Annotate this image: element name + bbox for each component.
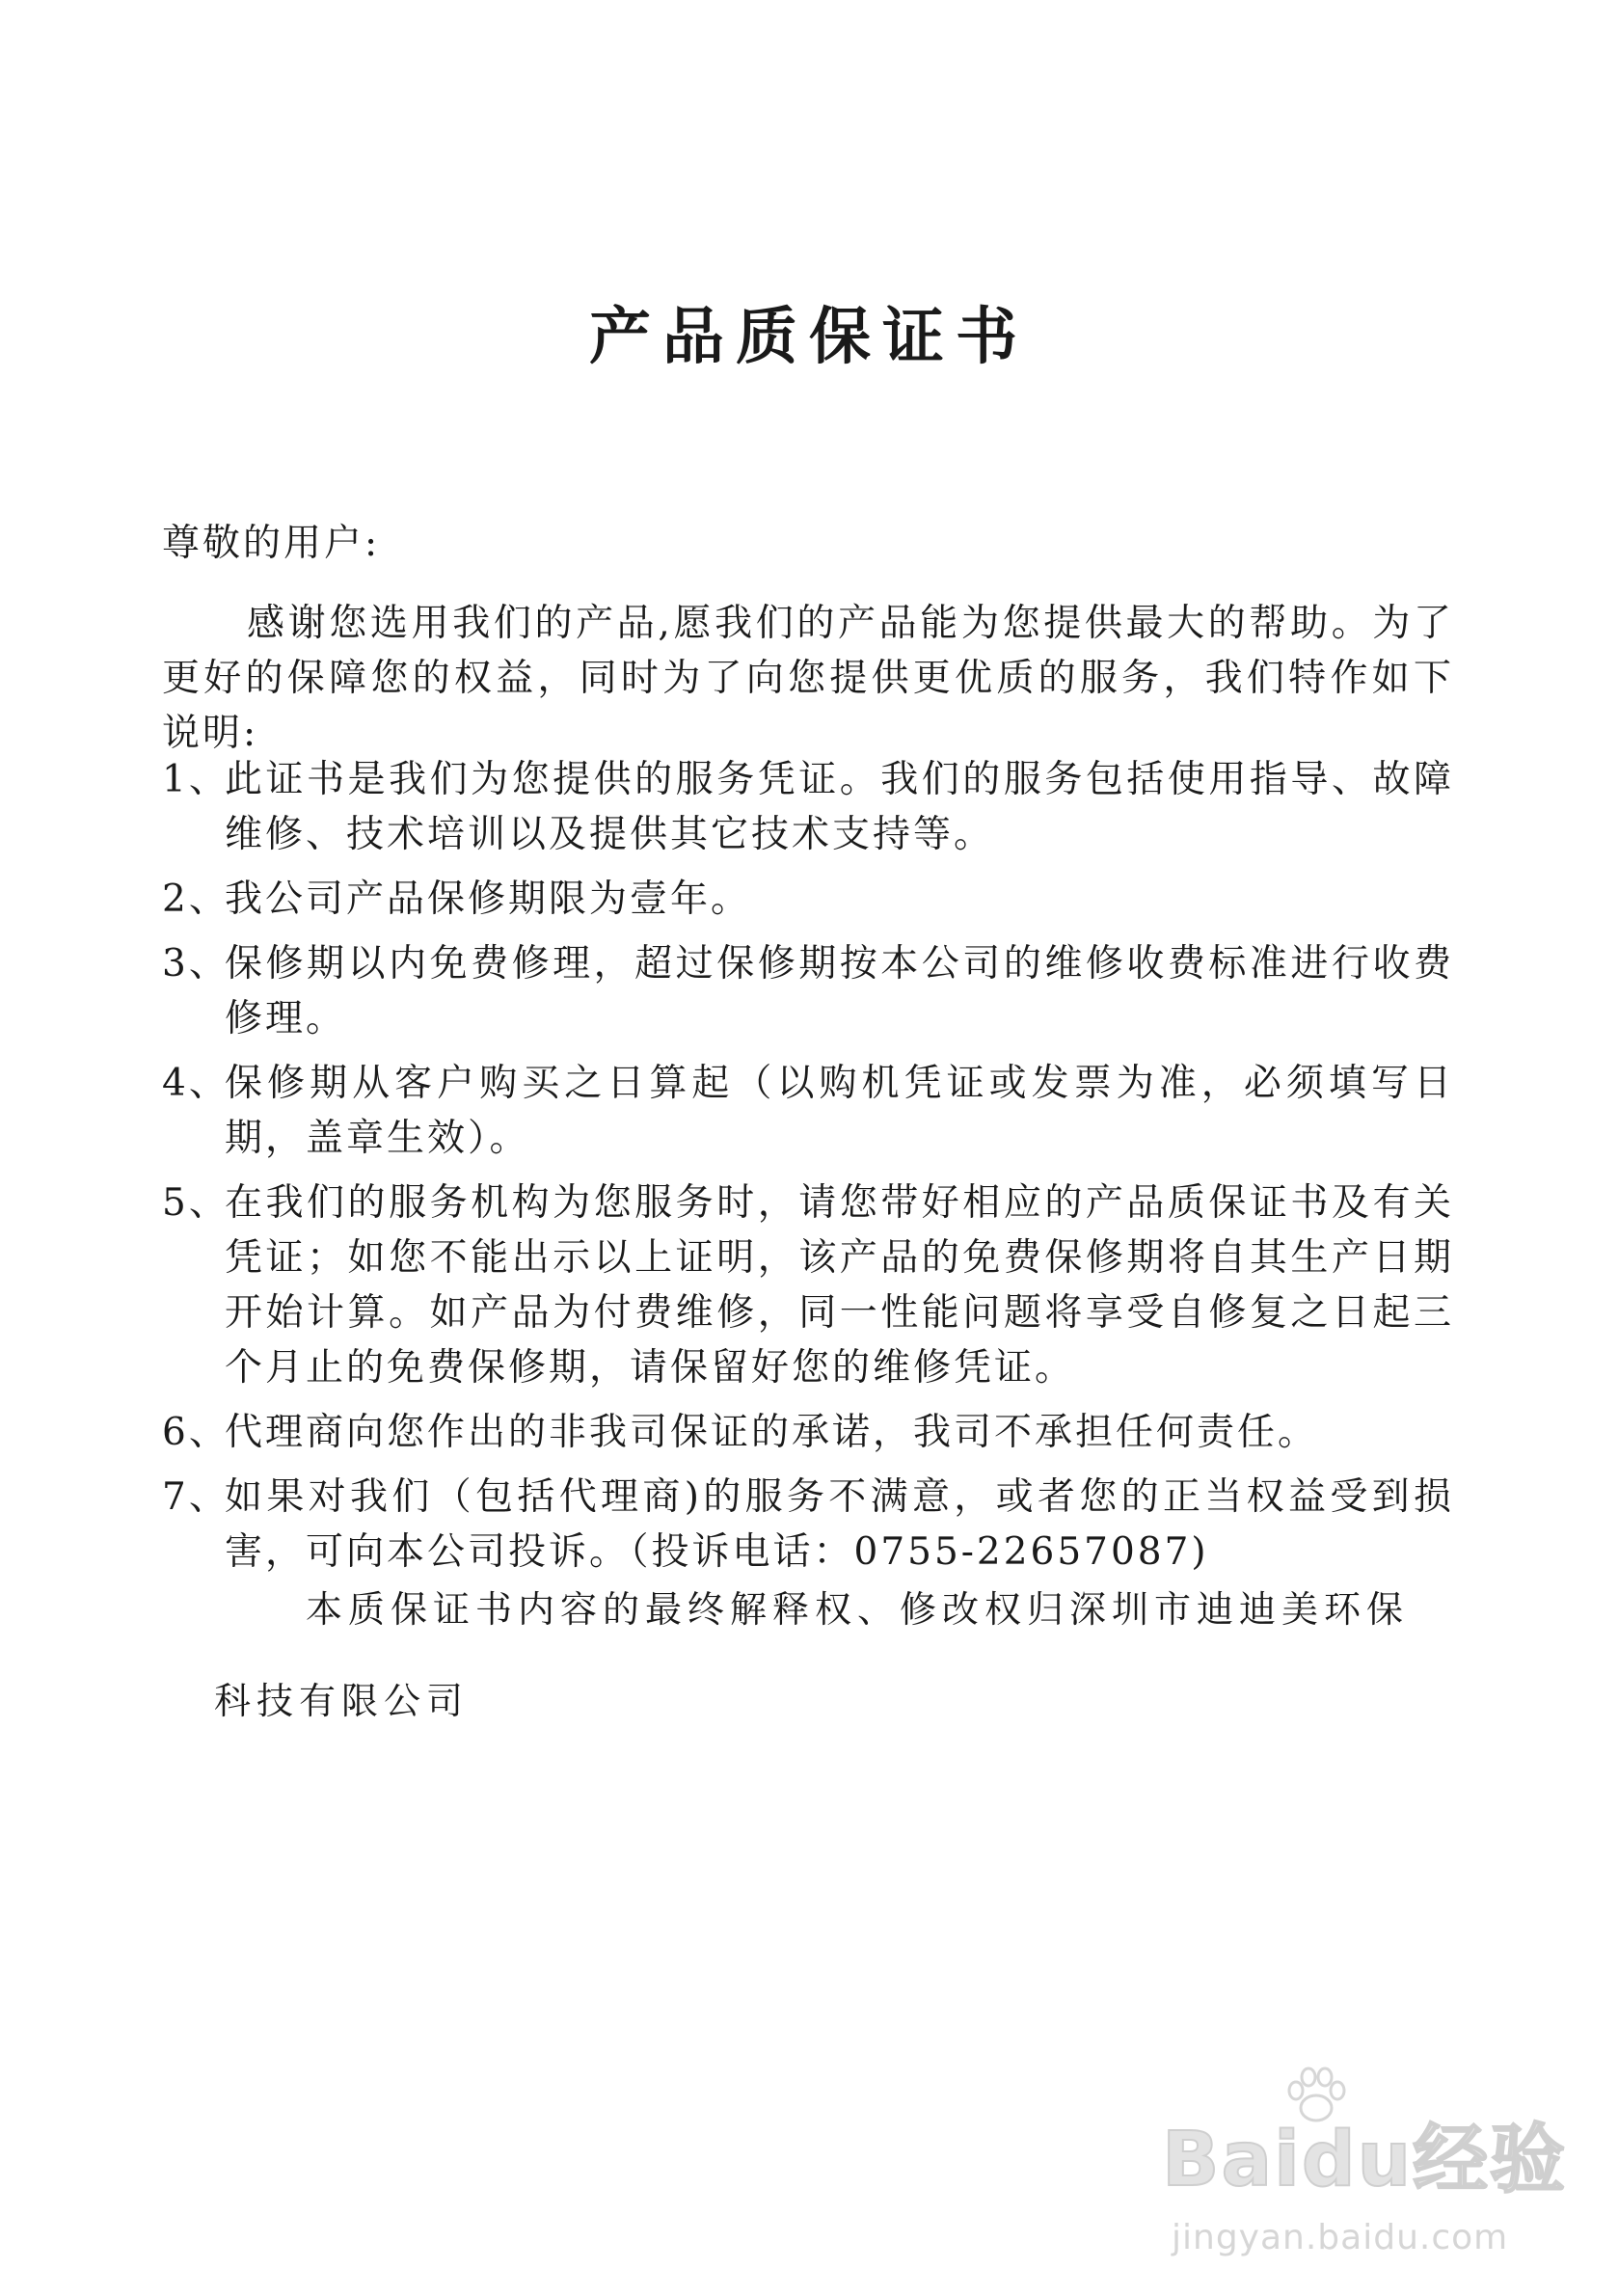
footer-line-1: 本质保证书内容的最终解释权、修改权归深圳市迪迪美环保 bbox=[306, 1588, 1410, 1631]
clause-list bbox=[162, 752, 1454, 1589]
clause-number: 2、 bbox=[162, 878, 229, 921]
clause-7 bbox=[162, 1470, 1454, 1580]
clause-text: 我公司产品保修期限为壹年。 bbox=[225, 878, 752, 921]
clause-1 bbox=[162, 752, 1454, 862]
clause-6 bbox=[162, 1405, 1454, 1460]
watermark-url: jingyan.baidu.com bbox=[1172, 2218, 1509, 2257]
clause-text: 保修期以内免费修理，超过保修期按本公司的维修收费标准进行收费修理。 bbox=[225, 942, 1454, 1040]
clause-5 bbox=[162, 1175, 1454, 1395]
watermark-logo: Baidu经验 bbox=[1162, 2117, 1568, 2203]
clause-4 bbox=[162, 1056, 1454, 1166]
clause-text: 代理商向您作出的非我司保证的承诺，我司不承担任何责任。 bbox=[225, 1411, 1319, 1454]
clause-number: 7、 bbox=[162, 1475, 229, 1519]
footer-statement bbox=[214, 1564, 1458, 1747]
salutation: 尊敬的用户: bbox=[162, 522, 381, 565]
clause-3 bbox=[162, 936, 1454, 1046]
clause-text: 此证书是我们为您提供的服务凭证。我们的服务包括使用指导、故障维修、技术培训以及提供其它技术支持等。 bbox=[225, 758, 1454, 856]
clause-number: 5、 bbox=[162, 1181, 229, 1225]
intro-paragraph: 感谢您选用我们的产品,愿我们的产品能为您提供最大的帮助。为了更好的保障您的权益，同时为了向您提供更优质的服务，我们特作如下说明: bbox=[162, 602, 1454, 755]
clause-number: 4、 bbox=[162, 1062, 229, 1105]
clause-number: 3、 bbox=[162, 942, 229, 986]
document-title: 产品质保证书 bbox=[589, 302, 1029, 373]
baidu-watermark bbox=[1143, 2107, 1596, 2276]
clause-2 bbox=[162, 872, 1454, 927]
clause-text: 保修期从客户购买之日算起（以购机凭证或发票为准，必须填写日期，盖章生效）。 bbox=[225, 1062, 1454, 1160]
footer-line-2: 科技有限公司 bbox=[214, 1680, 470, 1722]
clause-text: 在我们的服务机构为您服务时，请您带好相应的产品质保证书及有关凭证；如您不能出示以上证明，该产品的免费保修期将自其生产日期开始计算。如产品为付费维修，同一性能问题将享受自修复之日起三个月止的免费保修期，请保留好您的维修凭证。 bbox=[225, 1181, 1454, 1390]
clause-number: 1、 bbox=[162, 758, 229, 801]
clause-text: 如果对我们（包括代理商)的服务不满意，或者您的正当权益受到损害，可向本公司投诉。（投诉电话：0755-22657087) bbox=[225, 1475, 1454, 1574]
clause-number: 6、 bbox=[162, 1411, 229, 1454]
